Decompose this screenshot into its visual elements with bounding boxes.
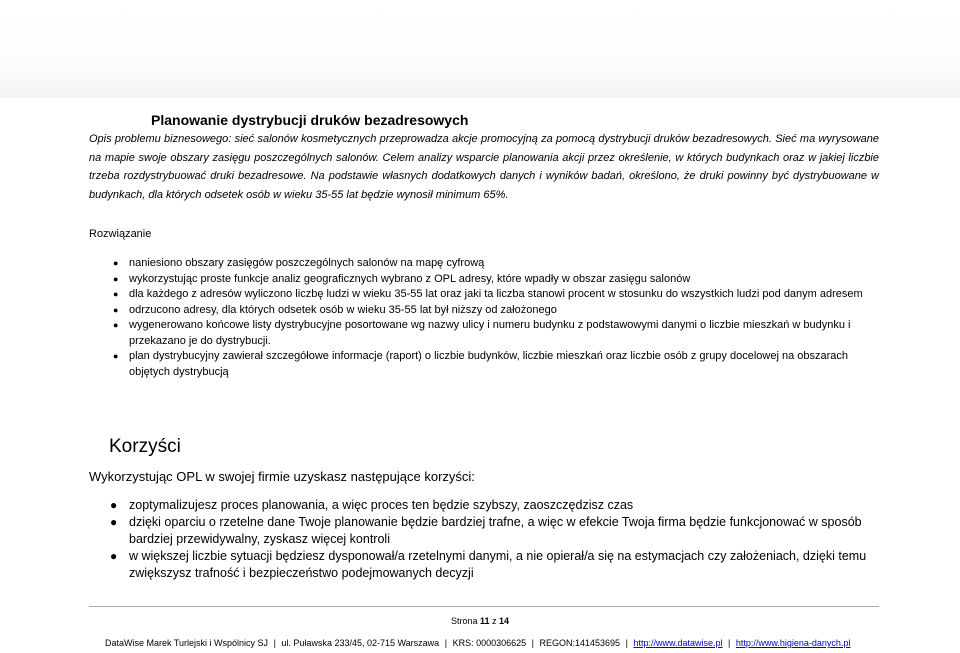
footer-regon: REGON:141453695: [539, 638, 621, 648]
list-item-text: wykorzystując proste funkcje analiz geograficznych wybrano z OPL adresy, które wpadły w obszar zasięgu salonów: [129, 272, 691, 285]
bullet-icon: ●: [113, 273, 119, 284]
solution-list: [89, 256, 879, 380]
list-item-text: w większej liczbie sytuacji będziesz dysponował/a rzetelnymi danymi, a nie opierał/a się na estymacjach czy założeniach, dzięki temu zwiększysz trafność i bezpieczeństwo podejmowanych decyzji: [129, 549, 867, 580]
bullet-icon: ●: [110, 498, 118, 512]
bullet-icon: ●: [113, 304, 119, 315]
bullet-icon: ●: [113, 258, 119, 268]
footer-krs: KRS: 0000306625: [452, 638, 527, 648]
benefits-intro: Wykorzystując OPL w swojej firmie uzyskasz następujące korzyści:: [89, 469, 475, 484]
footer-link-higiena[interactable]: http://www.higiena-danych.pl: [735, 638, 851, 648]
solution-heading: Rozwiązanie: [89, 228, 152, 240]
footer-separator: |: [273, 638, 276, 648]
footer-address: ul. Puławska 233/45, 02-715 Warszawa: [281, 638, 440, 648]
list-item: [89, 349, 879, 380]
document-title: Planowanie dystrybucji druków bezadresowych: [151, 112, 469, 128]
list-item-text: wygenerowano końcowe listy dystrybucyjne posortowane wg nazwy ulicy i numeru budynku z podstawowymi danymi o liczbie mieszkań w budynku i przekazano je do dystrybucji.: [129, 319, 851, 347]
footer-link-datawise[interactable]: http://www.datawise.pl: [633, 638, 723, 648]
bullet-icon: ●: [113, 289, 119, 299]
page-of: z: [492, 616, 497, 626]
footer-company: DataWise Marek Turlejski i Wspólnicy SJ: [105, 638, 269, 648]
problem-description: Opis problemu biznesowego: sieć salonów kosmetycznych przeprowadza akcje promocyjną za pomocą dystrybucji druków bezadresowych. Sieć ma wyrysowane na mapie swoje obszary zasięgu poszczególnych salonów. Celem analizy wsparcie planowania akcji przez określenie, w których budynkach oraz w jakiej liczbie trzeba rozdystrybuować druki bezadresowe. Na podstawie własnych dodatkowych danych i wyników badań, określono, że druki powinny być dystrybuowane w budynkach, dla których odsetek osób w wieku 35-55 lat będzie wynosił minimum 65%.: [89, 133, 879, 201]
list-item: [89, 256, 879, 272]
bullet-icon: ●: [110, 549, 118, 563]
list-item: [89, 497, 881, 514]
list-item-text: odrzucono adresy, dla których odsetek osób w wieku 35-55 lat był niższy od założonego: [129, 303, 557, 316]
header-band: [0, 0, 960, 98]
list-item: [89, 287, 879, 303]
benefits-title: Korzyści: [109, 436, 181, 457]
list-item: [89, 303, 879, 319]
footer-separator: |: [531, 638, 534, 648]
list-item-text: dla każdego z adresów wyliczono liczbę ludzi w wieku 35-55 lat oraz jaki ta liczba stanowi procent w stosunku do wszystkich ludzi pod danym adresem: [129, 288, 863, 300]
bullet-icon: ●: [113, 351, 119, 361]
list-item: [89, 514, 881, 548]
footer-separator: |: [444, 638, 448, 648]
list-item: [89, 318, 879, 349]
list-item-text: dzięki oparciu o rzetelne dane Twoje planowanie będzie bardziej trafne, a więc w efekcie Twoja firma będzie funkcjonować w sposób bardziej przewidywalny, zyskasz więcej kontroli: [129, 515, 862, 546]
list-item-text: plan dystrybucyjny zawierał szczegółowe informacje (raport) o liczbie budynków, liczbie mieszkań oraz liczbie osób z grupy docelowej na obszarach objętych dystrybucją: [129, 350, 849, 378]
footer-separator: |: [625, 638, 628, 648]
bullet-icon: ●: [113, 320, 119, 330]
page-number: [0, 616, 960, 626]
list-item-text: zoptymalizujesz proces planowania, a więc proces ten będzie szybszy, zaoszczędzisz czas: [129, 498, 634, 512]
list-item: [89, 272, 879, 288]
page-total: 14: [499, 616, 510, 626]
benefits-list: [89, 497, 881, 582]
list-item-text: naniesiono obszary zasięgów poszczególnych salonów na mapę cyfrową: [129, 257, 485, 269]
bullet-icon: ●: [110, 515, 118, 529]
page-current: 11: [479, 616, 490, 626]
footer: [105, 638, 850, 648]
footer-separator: |: [728, 638, 731, 648]
page-label: Strona: [450, 616, 478, 626]
list-item: [89, 548, 881, 582]
footer-divider: [89, 606, 879, 607]
